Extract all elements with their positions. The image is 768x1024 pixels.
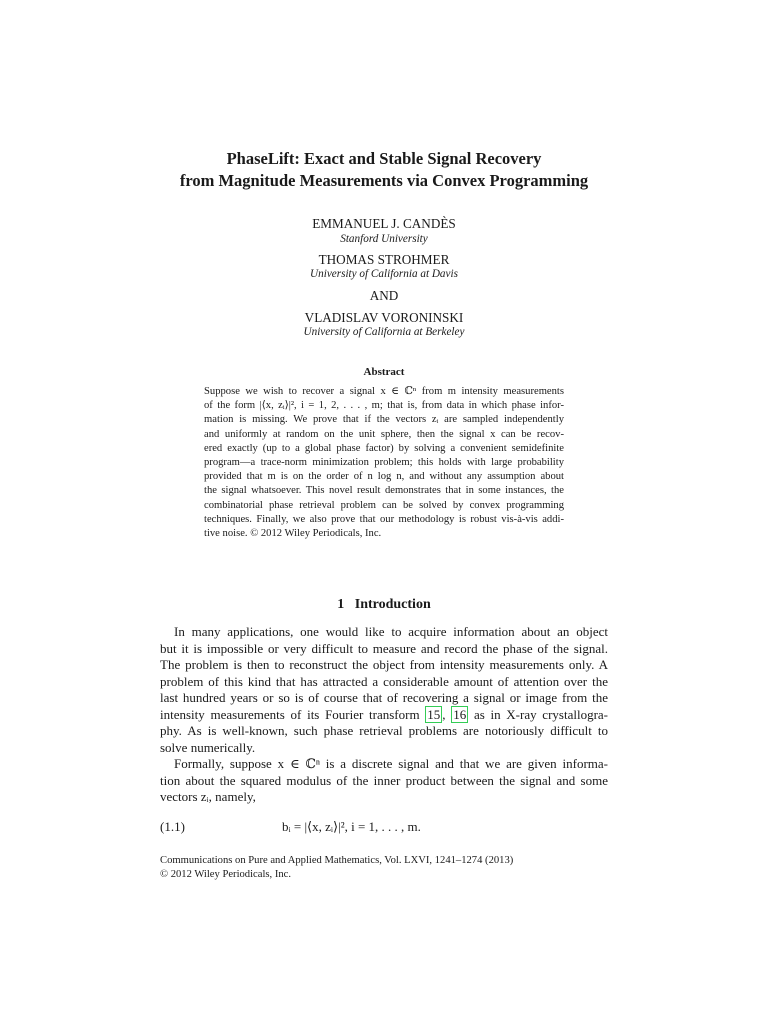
author-affiliation-1: Stanford University [340,233,428,245]
equation-body: bᵢ = |⟨x, zᵢ⟩|², i = 1, . . . , m. [282,819,421,834]
body-text-fragment: as in X-ray crystallogra- [473,706,608,722]
body-line: last hundred years or so is of course that of recovering a signal or image from the [160,690,608,705]
section-heading [0,597,768,613]
author-name-1: EMMANUEL J. CANDÈS [312,216,456,231]
section-title: Introduction [354,597,431,612]
author-affiliation-2: University of California at Davis [310,268,458,280]
citation-link[interactable]: 16 [453,706,467,722]
citation-link[interactable]: 15 [427,706,441,722]
footer-journal-line: Communications on Pure and Applied Mathematics, Vol. LXVI, 1241–1274 (2013) [160,855,514,866]
body-line: tion about the squared modulus of the inner product between the signal and some [160,772,608,788]
abstract-line: program—a trace-norm minimization problem; this holds with large probability [204,457,564,469]
abstract-line: mation is missing. We prove that if the vectors zᵢ are sampled independently [204,414,564,426]
body-line: vectors zᵢ, namely, [160,789,256,804]
section-number: 1 [337,597,345,612]
abstract-line: Suppose we wish to recover a signal x ∈ ℂⁿ from m intensity measurements [204,386,564,397]
title-line-1: PhaseLift: Exact and Stable Signal Recovery [226,149,542,168]
title-line-2: from Magnitude Measurements via Convex Programming [179,171,589,190]
author-affiliation-3: University of California at Berkeley [303,326,465,338]
body-line: In many applications, one would like to acquire information about an object [174,624,608,639]
abstract-text [204,385,564,541]
equation-label: (1.1) [160,819,185,834]
body-line-with-citations: intensity measurements of its Fourier transform 15 , 16 as in X-ray crystallogra- [160,706,608,722]
abstract-heading: Abstract [363,366,405,378]
body-line: The problem is then to reconstruct the object from intensity measurements only. A [160,657,608,672]
body-line: solve numerically. [160,739,256,755]
body-text-fragment: intensity measurements of its Fourier transform [160,706,420,722]
abstract-line: provided that m is on the order of n log n, and without any assumption about [204,471,564,483]
footer-copyright-line: © 2012 Wiley Periodicals, Inc. [160,868,291,880]
abstract-line: and uniformly at random on the unit sphere, then the signal x can be recov- [204,428,564,440]
author-and: AND [369,288,399,303]
abstract-line: the signal whatsoever. This novel result demonstrates that in some instances, the [204,485,564,497]
paper-title [0,148,768,192]
author-name-2: THOMAS STROHMER [318,252,450,267]
body-text [160,624,608,806]
body-line: Formally, suppose x ∈ ℂⁿ is a discrete signal and that we are given informa- [174,756,608,771]
abstract-line: ered exactly (up to a global phase factor) by solving a convenient semidefinite [204,442,564,454]
abstract-line: combinatorial phase retrieval problem can be solved by convex programming [204,499,564,511]
abstract-line: tive noise. © 2012 Wiley Periodicals, Inc. [204,528,382,540]
body-line: but it is impossible or very difficult to measure and record the phase of the signal. [160,640,608,656]
abstract-line: of the form |⟨x, zᵢ⟩|², i = 1, 2, . . . , m; that is, from data in which phase infor- [204,400,564,412]
body-line: problem of this kind that has attracted a considerable amount of attention over the [160,673,608,689]
journal-footer [160,854,608,882]
abstract-line: techniques. Finally, we also prove that our methodology is robust vis-à-vis addi- [204,513,564,525]
body-line: phy. As is well-known, such phase retrieval problems are notoriously difficult to [160,723,608,738]
author-name-3: VLADISLAV VORONINSKI [304,310,464,325]
